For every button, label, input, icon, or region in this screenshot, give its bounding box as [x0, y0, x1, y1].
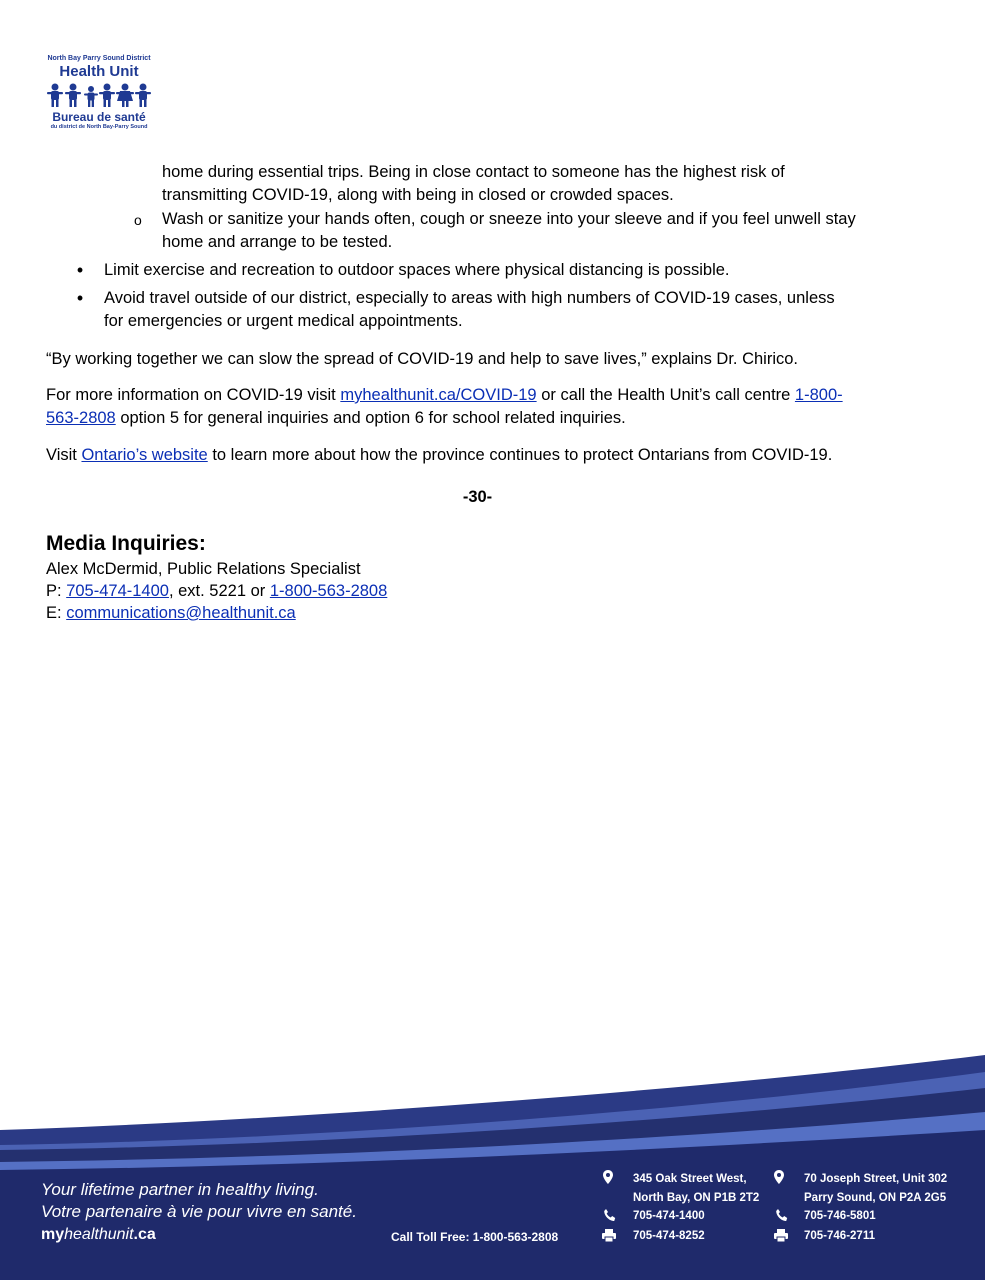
- end-mark: -30-: [462, 488, 493, 506]
- media-phone-line: [46, 580, 387, 602]
- media-contact-name: Alex McDermid, Public Relations Specialist: [46, 560, 361, 578]
- footer-tagline-fr: Votre partenaire à vie pour vivre en santé.: [41, 1202, 357, 1221]
- site-my: my: [41, 1226, 65, 1243]
- fax-printer-icon: [601, 1229, 617, 1245]
- logo-bureau-de-sante: Bureau de santé: [52, 110, 146, 124]
- address-line: 345 Oak Street West,: [633, 1173, 747, 1185]
- email-label: E:: [46, 604, 67, 622]
- sub-bullet-line: Wash or sanitize your hands often, cough or sneeze into your sleeve and if you feel unwell stay: [162, 210, 856, 228]
- bullet-line: for emergencies or urgent medical appointments.: [104, 312, 463, 330]
- call-centre-link[interactable]: 1-800-: [794, 386, 843, 404]
- visit-text: Visit: [46, 446, 82, 464]
- office-north-bay-phone: 705-474-1400: [633, 1210, 705, 1222]
- location-pin-icon: [771, 1170, 787, 1187]
- health-unit-logo: [44, 55, 154, 130]
- logo-district-line: North Bay Parry Sound District: [47, 55, 151, 62]
- phone-label: P:: [46, 582, 67, 600]
- sub-bullet-continued: [162, 161, 922, 207]
- sub-bullet-hands: [162, 208, 922, 254]
- office-parry-sound-fax: 705-746-2711: [804, 1230, 875, 1242]
- office-north-bay-fax: 705-474-8252: [633, 1230, 705, 1242]
- sub-bullet-line: home during essential trips. Being in close contact to someone has the highest risk of: [162, 163, 785, 181]
- address-line: Parry Sound, ON P2A 2G5: [804, 1192, 947, 1204]
- phone-icon: [773, 1209, 789, 1225]
- visit-text: to learn more about how the province continues to protect Ontarians from COVID-19.: [207, 446, 833, 464]
- media-email-link[interactable]: communications@healthunit.ca: [66, 604, 296, 622]
- site-healthunit: healthunit: [64, 1226, 134, 1243]
- site-ca: .ca: [133, 1226, 156, 1243]
- office-parry-sound-phone: 705-746-5801: [804, 1210, 876, 1222]
- bullet-icon: •: [76, 288, 84, 308]
- office-north-bay-address: [633, 1170, 759, 1208]
- phone-icon: [601, 1209, 617, 1225]
- footer-tagline-en: Your lifetime partner in healthy living.: [41, 1180, 319, 1199]
- footer-toll-free: Call Toll Free: 1-800-563-2808: [391, 1230, 559, 1244]
- address-line: North Bay, ON P1B 2T2: [633, 1192, 760, 1204]
- sub-bullet-line: home and arrange to be tested.: [162, 233, 393, 251]
- people-figures-icon: [47, 83, 151, 107]
- logo-health-unit: Health Unit: [59, 63, 139, 80]
- address-line: 70 Joseph Street, Unit 302: [804, 1173, 948, 1185]
- location-pin-icon: [600, 1170, 616, 1187]
- info-text: or call the Health Unit’s call centre: [536, 386, 795, 404]
- logo-district-line-fr: du district de North Bay-Parry Sound: [50, 124, 148, 130]
- footer-website[interactable]: [41, 1226, 156, 1244]
- visit-paragraph: [46, 444, 926, 467]
- info-paragraph: [46, 384, 926, 430]
- bullet-icon: •: [76, 260, 84, 280]
- ontario-website-link[interactable]: Ontario’s website: [81, 446, 208, 464]
- media-tollfree-link[interactable]: 1-800-563-2808: [269, 582, 388, 600]
- info-text: option 5 for general inquiries and option 6 for school related inquiries.: [115, 409, 626, 427]
- media-inquiries-heading: Media Inquiries:: [46, 532, 206, 555]
- covid-info-link[interactable]: myhealthunit.ca/COVID-19: [340, 386, 537, 404]
- media-email-line: [46, 602, 387, 624]
- info-text: For more information on COVID-19 visit: [46, 386, 341, 404]
- media-contact: [46, 558, 387, 624]
- circle-bullet-icon: o: [134, 212, 142, 228]
- bullet-travel: [104, 287, 904, 333]
- bullet-exercise: Limit exercise and recreation to outdoor spaces where physical distancing is possible.: [104, 261, 730, 279]
- fax-printer-icon: [773, 1229, 789, 1245]
- quote-paragraph: “By working together we can slow the spread of COVID-19 and help to save lives,” explains Dr. Chirico.: [46, 350, 799, 368]
- media-phone-link[interactable]: 705-474-1400: [66, 582, 169, 600]
- sub-bullet-line: transmitting COVID-19, along with being in closed or crowded spaces.: [162, 186, 674, 204]
- office-parry-sound-address: [804, 1170, 947, 1208]
- call-centre-link-cont[interactable]: 563-2808: [46, 409, 116, 427]
- bullet-line: Avoid travel outside of our district, especially to areas with high numbers of COVID-19 cases, unless: [104, 289, 835, 307]
- ext-text: , ext. 5221 or: [168, 582, 270, 600]
